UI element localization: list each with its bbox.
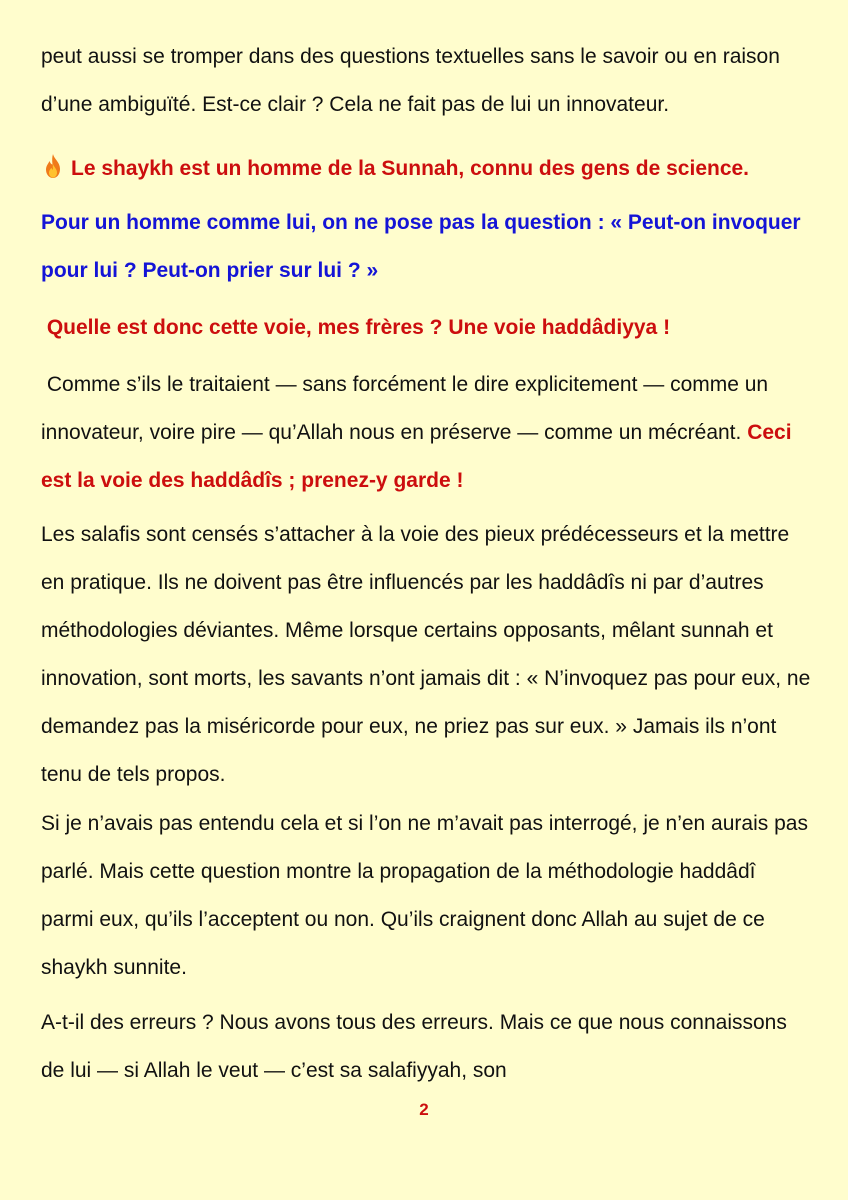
paragraph-6: Les salafis sont censés s’attacher à la voie des pieux prédécesseurs et la mettre en pratique. Ils ne doivent pas être influencés par les haddâdîs ni par d’autres méthodologies déviantes. Même lorsque certains opposants, mêlant sunnah et innovation, sont morts, les savants n’ont jamais dit : « N’invoquez pas pour eux, ne demandez pas la miséricorde pour eux, ne priez pas sur eux. » Jamais ils n’ont tenu de tels propos. [41, 523, 811, 786]
paragraph-1: peut aussi se tromper dans des questions textuelles sans le savoir ou en raison d’une ambiguïté. Est-ce clair ? Cela ne fait pas de lui un innovateur. [41, 45, 780, 116]
paragraph-2-highlight [41, 145, 811, 193]
fire-icon-graphic [41, 153, 65, 179]
paragraph-4-text: Quelle est donc cette voie, mes frères ? Une voie haddâdiyya ! [46, 316, 671, 339]
page-number: 2 [419, 1100, 429, 1119]
paragraph-4-highlight [41, 304, 811, 352]
paragraph-5-warning-text: Ceci est la voie des haddâdîs ; prenez-y garde ! [41, 421, 792, 492]
paragraph-7: Si je n’avais pas entendu cela et si l’on ne m’avait pas interrogé, je n’en aurais pas parlé. Mais cette question montre la propagation de la méthodologie haddâdî parmi eux, qu’ils l’acceptent ou non. Qu’ils craignent donc Allah au sujet de ce shaykh sunnite. [41, 812, 808, 979]
paragraph-2-text: Le shaykh est un homme de la Sunnah, connu des gens de science. [71, 157, 750, 180]
fire-icon [41, 149, 65, 175]
paragraph-3-question: Pour un homme comme lui, on ne pose pas la question : « Peut-on invoquer pour lui ? Peut-on prier sur lui ? » [41, 211, 801, 282]
paragraph-5 [41, 361, 811, 505]
paragraph-5-normal-text: Comme s’ils le traitaient — sans forcément le dire explicitement — comme un innovateur, voire pire — qu’Allah nous en préserve — comme un mécréant. [41, 373, 769, 444]
paragraph-8: A-t-il des erreurs ? Nous avons tous des erreurs. Mais ce que nous connaissons de lui — si Allah le veut — c’est sa salafiyyah, son [41, 1011, 787, 1082]
